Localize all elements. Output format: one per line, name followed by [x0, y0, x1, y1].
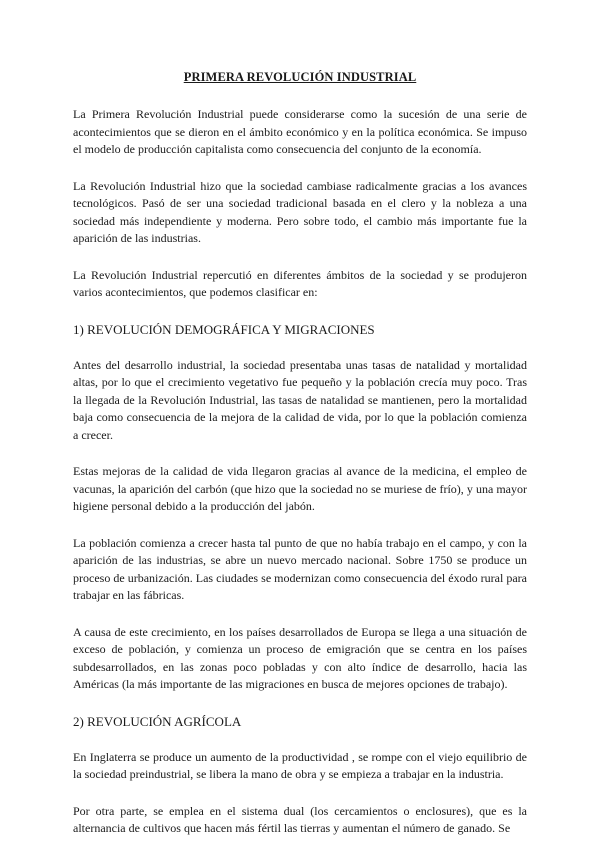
section-1-paragraph-4: A causa de este crecimiento, en los países desarrollados de Europa se llega a una situación de exceso de población, y comienza un proceso de emigración que se centra en los países subdesarrollados, en las zonas poco pobladas y con alto índice de desarrollo, hacia las Américas (la más importante de las migraciones en busca de mejores opciones de trabajo).: [73, 624, 527, 691]
intro-paragraph-2: La Revolución Industrial hizo que la sociedad cambiase radicalmente gracias a los avances tecnológicos. Pasó de ser una sociedad tradicional basada en el clero y la nobleza a una sociedad más independiente y moderna. Pero sobre todo, el cambio más importante fue la aparición de las industrias.: [73, 178, 527, 245]
page-title: PRIMERA REVOLUCIÓN INDUSTRIAL: [183, 70, 417, 84]
section-1-paragraph-1: Antes del desarrollo industrial, la sociedad presentaba unas tasas de natalidad y mortalidad altas, por lo que el crecimiento vegetativo fue pequeño y la población crecía muy poco. Tras la llegada de la Revolución Industrial, las tasas de natalidad se mantienen, pero la mortalidad baja como consecuencia de la mejora de la calidad de vida, por lo que la población comienza a crecer.: [73, 357, 527, 442]
section-1-paragraph-3: La población comienza a crecer hasta tal punto de que no había trabajo en el campo, y con la aparición de las industrias, se abre un nuevo mercado nacional. Sobre 1750 se produce un proceso de urbanización. Las ciudades se modernizan como consecuencia del éxodo rural para trabajar en las fábricas.: [73, 535, 527, 602]
section-2-paragraph-1: En Inglaterra se produce un aumento de la productividad , se rompe con el viejo equilibrio de la sociedad preindustrial, se libera la mano de obra y se empieza a trabajar en la industria.: [73, 749, 527, 781]
section-1-paragraph-2: Estas mejoras de la calidad de vida llegaron gracias al avance de la medicina, el empleo de vacunas, la aparición del carbón (que hizo que la sociedad no se muriese de frío), y una mayor higiene personal debido a la producción del jabón.: [73, 464, 527, 513]
intro-paragraph-3: La Revolución Industrial repercutió en diferentes ámbitos de la sociedad y se produjeron varios acontecimientos, que podemos clasificar en:: [73, 267, 527, 299]
document-body: [73, 70, 527, 857]
section-1-heading: 1) REVOLUCIÓN DEMOGRÁFICA Y MIGRACIONES: [73, 321, 375, 337]
section-2-paragraph-2: Por otra parte, se emplea en el sistema dual (los cercamientos o enclosures), que es la alternancia de cultivos que hacen más fértil las tierras y aumentan el número de ganado. Se: [73, 803, 527, 835]
intro-paragraph-1: La Primera Revolución Industrial puede considerarse como la sucesión de una serie de acontecimientos que se dieron en el ámbito económico y en la política económica. Se impuso el modelo de producción capitalista como consecuencia del conjunto de la economía.: [73, 107, 527, 156]
section-2-heading: 2) REVOLUCIÓN AGRÍCOLA: [73, 713, 242, 729]
